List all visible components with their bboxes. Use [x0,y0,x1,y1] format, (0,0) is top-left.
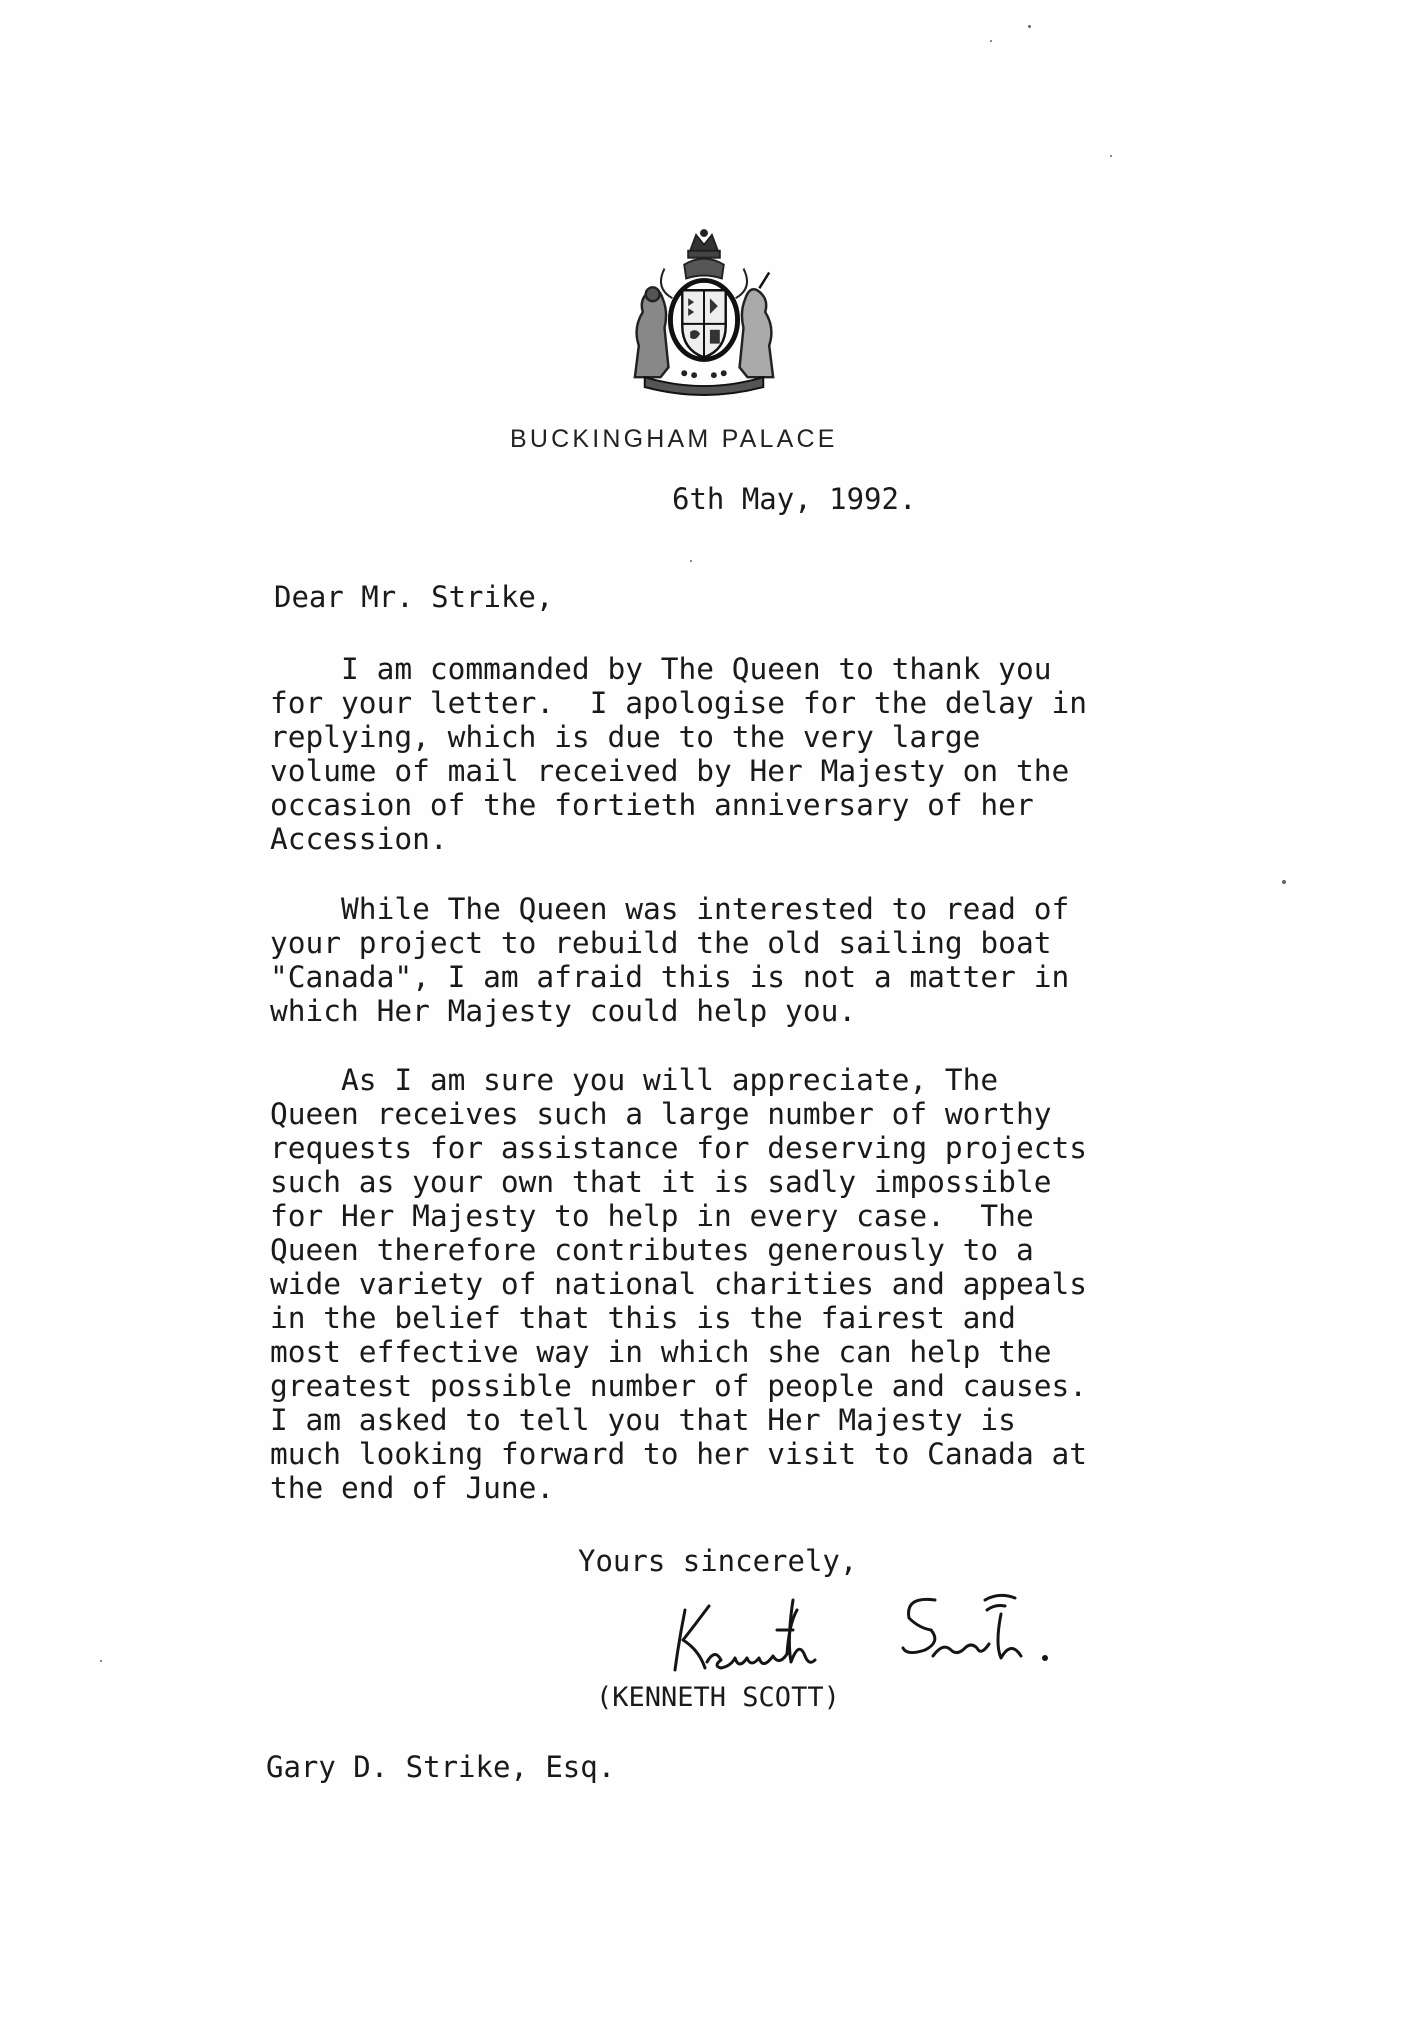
scan-speck [1110,155,1112,157]
scan-speck [1282,880,1286,884]
scan-speck [1028,25,1031,28]
signature [665,1570,1115,1680]
royal-coat-of-arms-icon [625,228,783,398]
body-paragraph-3: As I am sure you will appreciate, The Queen receives such a large number of worthy requests for assistance for deserving projects such as your own that it is sadly impossible for Her Majesty to help in every case. The Queen therefore contributes generously to a wide variety of national charities and appeals in the belief that this is the fairest and most effective way in which she can help the greatest possible number of people and causes. I am asked to tell you that Her Majesty is much looking forward to her visit to Canada at the end of June. [270,1063,1087,1505]
body-paragraph-2: While The Queen was interested to read of your project to rebuild the old sailing boat "Canada", I am afraid this is not a matter in which Her Majesty could help you. [270,892,1070,1028]
scan-speck [100,1660,102,1662]
salutation: Dear Mr. Strike, [274,580,554,614]
recipient-name: Gary D. Strike, Esq. [266,1750,616,1784]
closing: Yours sincerely, [578,1544,858,1578]
scan-speck [690,560,692,562]
signatory-name: (KENNETH SCOTT) [596,1682,840,1713]
letterhead-address: BUCKINGHAM PALACE [510,425,838,453]
scan-speck [990,40,992,42]
letter-date: 6th May, 1992. [672,482,917,516]
body-paragraph-1: I am commanded by The Queen to thank you for your letter. I apologise for the delay in replying, which is due to the very large volume of mail received by Her Majesty on the occasion of the fortieth anniversary of her Accession. [270,652,1087,856]
